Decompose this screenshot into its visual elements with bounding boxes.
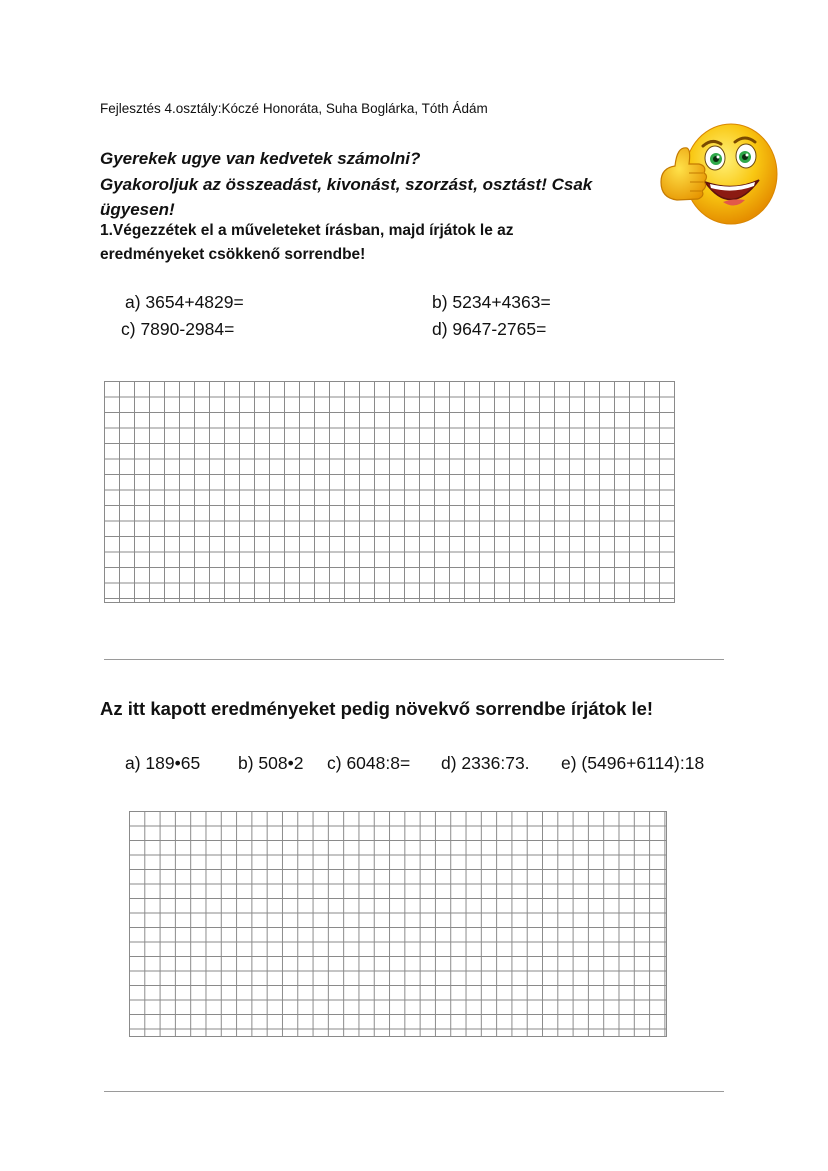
exercise-2e: e) (5496+6114):18 (561, 753, 705, 773)
exercise-1b: b) 5234+4363= (432, 292, 551, 312)
exercise-2c: c) 6048:8= (327, 753, 411, 773)
answer-grid-1[interactable] (104, 381, 675, 603)
authors-line: Fejlesztés 4.osztály:Kóczé Honoráta, Suha Boglárka, Tóth Ádám (100, 101, 488, 116)
exercise-2b: b) 508•2 (238, 753, 304, 773)
task1-instruction-line-1: 1.Végezzétek el a műveleteket írásban, majd írjátok le az (100, 222, 514, 239)
exercise-1c: c) 7890-2984= (121, 319, 235, 339)
exercise-2a: a) 189•65 (125, 753, 201, 773)
answer-grid-2[interactable] (129, 811, 667, 1037)
divider-line (104, 1091, 724, 1092)
intro-line-1: Gyerekek ugye van kedvetek számolni? (100, 149, 421, 168)
intro-line-2: Gyakoroljuk az összeadást, kivonást, szorzást, osztást! Csak (100, 175, 593, 194)
exercise-1a: a) 3654+4829= (125, 292, 244, 312)
divider-line (104, 659, 724, 660)
thumbs-up-smiley-icon (655, 120, 780, 228)
intro-line-3: ügyesen! (100, 200, 175, 219)
task1-instruction-line-2: eredményeket csökkenő sorrendbe! (100, 246, 366, 263)
task2-instruction: Az itt kapott eredményeket pedig növekvő sorrendbe írjátok le! (100, 698, 654, 719)
exercise-2d: d) 2336:73. (441, 753, 530, 773)
exercise-1d: d) 9647-2765= (432, 319, 547, 339)
